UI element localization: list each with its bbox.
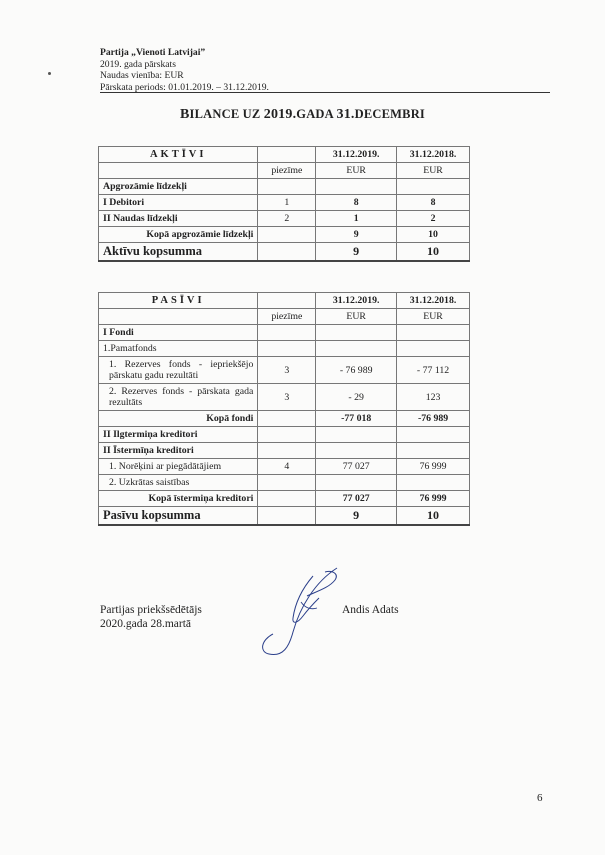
assets-heading: AKTĪVI (99, 147, 258, 163)
col-currency: EUR (316, 163, 397, 179)
header-divider (100, 92, 550, 93)
table-subheader-row (99, 309, 470, 325)
page-title: BILANCE UZ 2019.GADA 31.DECEMBRI (179, 107, 425, 122)
col-date-2018: 31.12.2018. (397, 293, 470, 309)
col-currency: EUR (397, 309, 470, 325)
table-header-row (99, 293, 470, 309)
liabilities-total-label: Pasīvu kopsumma (99, 507, 258, 526)
document-header (100, 47, 269, 93)
table-row: 1. Norēķini ar piegādātājiem 4 77 027 76 999 (99, 459, 470, 475)
table-row: 2. Uzkrātas saistības (99, 475, 470, 491)
col-currency: EUR (397, 163, 470, 179)
signatory-name: Andis Adats (342, 604, 399, 616)
table-subheader-row (99, 163, 470, 179)
table-row: 2. Rezerves fonds - pārskata gada rezultāts 3 - 29 123 (99, 384, 470, 411)
col-date-2018: 31.12.2018. (397, 147, 470, 163)
report-year: 2019. gada pārskats (100, 58, 176, 70)
subtotal-row: Kopā apgrozāmie līdzekļi 9 10 (99, 227, 470, 243)
page-number: 6 (537, 792, 543, 804)
report-period: Pārskata periods: 01.01.2019. – 31.12.2019. (100, 81, 269, 93)
table-row: 1. Rezerves fonds - iepriekšējo pārskatu gadu rezultāti 3 - 76 989 - 77 112 (99, 357, 470, 384)
subtotal-row: Kopā fondi -77 018 -76 989 (99, 411, 470, 427)
party-name: Partija „Vienoti Latvijai” (100, 47, 206, 58)
assets-table (98, 146, 470, 262)
table-row: II Īstermīņa kreditori (99, 443, 470, 459)
signatory-role: Partijas priekšsēdētājs (100, 604, 202, 616)
col-note: piezīme (258, 163, 316, 179)
signatory-block (100, 604, 202, 631)
assets-total-label: Aktīvu kopsumma (99, 243, 258, 262)
col-date-2019: 31.12.2019. (316, 147, 397, 163)
scan-speck (48, 72, 51, 75)
handwritten-signature (255, 562, 355, 662)
liabilities-heading: PASĪVI (99, 293, 258, 309)
col-date-2019: 31.12.2019. (316, 293, 397, 309)
subtotal-row: Kopā īstermiņa kreditori 77 027 76 999 (99, 491, 470, 507)
total-row: Aktīvu kopsumma 9 10 (99, 243, 470, 262)
table-row: II Ilgtermiņa kreditori (99, 427, 470, 443)
signature-date: 2020.gada 28.martā (100, 617, 192, 630)
table-row: 1.Pamatfonds (99, 341, 470, 357)
total-row: Pasīvu kopsumma 9 10 (99, 507, 470, 526)
liabilities-table (98, 292, 470, 526)
table-header-row (99, 147, 470, 163)
table-row: I Debitori 1 8 8 (99, 195, 470, 211)
table-row: I Fondi (99, 325, 470, 341)
col-note: piezīme (258, 309, 316, 325)
table-row: Apgrozāmie līdzekļi (99, 179, 470, 195)
table-row: II Naudas līdzekļi 2 1 2 (99, 211, 470, 227)
currency-unit: Naudas vienība: EUR (100, 70, 184, 82)
col-currency: EUR (316, 309, 397, 325)
